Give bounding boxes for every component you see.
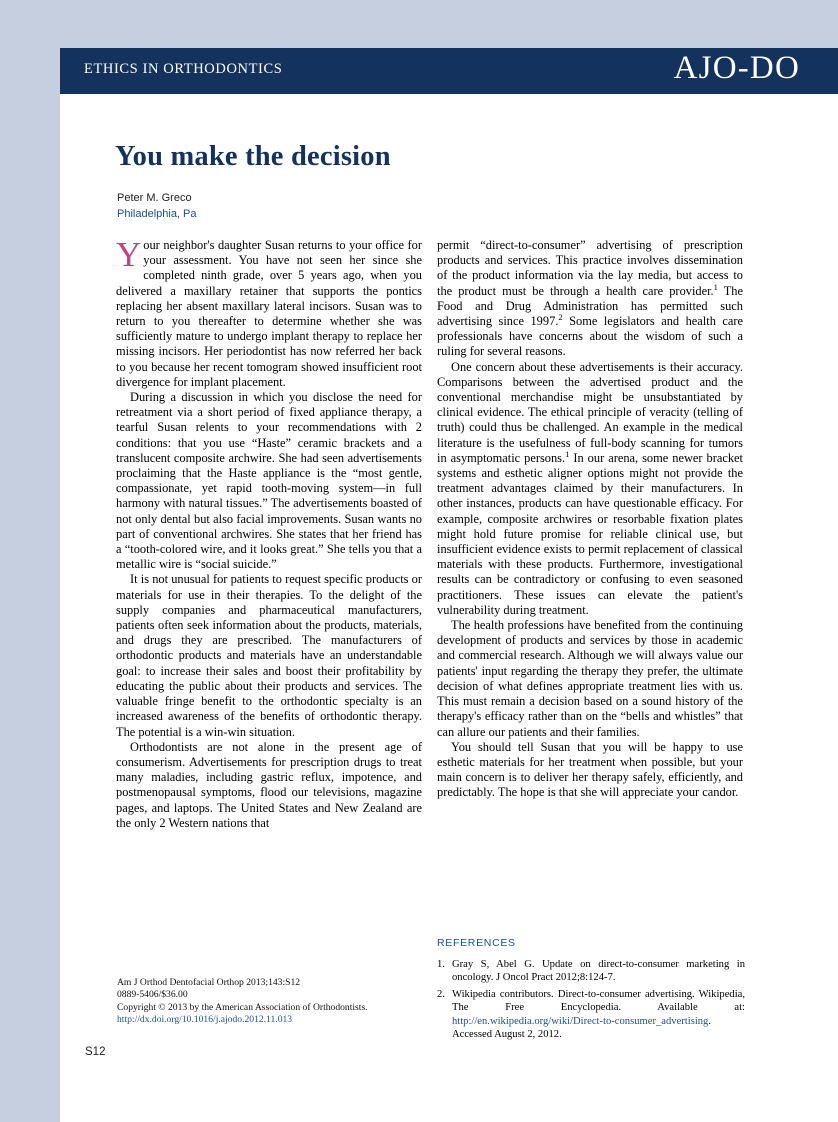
author-block [117,190,197,222]
paragraph [116,740,422,831]
drop-cap: Y [116,235,142,274]
paragraph-text: It is not unusual for patients to request specific products or materials for use in their therapies. To the delight of the supply companies and pharmaceutical manufacturers, patients often seek information about the products, materials, and drugs they are prescribed. The manufacturers of orthodontic products and materials have an understandable goal: to increase their sales and boost their profitability by educating the public about their products and services. The valuable fringe benefit to the orthodontic specialty is an increased awareness of the benefits of orthodontic therapy. The potential is a win-win situation. [116,572,422,739]
footer-block [117,977,417,1027]
author-affiliation: Philadelphia, Pa [117,208,197,220]
paragraph-text: our neighbor's daughter Susan returns to your office for your assessment. You have not seen her since she completed ninth grade, over 5 years ago, when you delivered a maxillary retainer that supports the pontics replacing her absent maxillary lateral incisors. Susan was to return to you thereafter to determine whether she was sufficiently mature to undergo implant therapy to replace her missing incisors. Her periodontist has now referred her back to you because her recent tomogram showed insufficient root divergence for implant placement. [116,238,422,389]
paragraph-text: permit “direct-to-consumer” advertising of prescription products and services. This practice involves dissemination of the product information via the lay media, but access to the product must be through a health care provider.$^1$ The Food and Drug Administration has permitted such advertising since 1997.$^2$ Some legislators and health care professionals have concerns about the wisdom of such a ruling for several reasons. [437,238,743,359]
journal-logo: AJO-DO [673,50,800,86]
footer-doi-link[interactable]: http://dx.doi.org/10.1016/j.ajodo.2012.11.013 [117,1014,293,1026]
paragraph-text: One concern about these advertisements is their accuracy. Comparisons between the advertised product and the conventional merchandise might be unsubstantiated by clinical evidence. The ethical principle of veracity (telling of truth) could thus be challenged. An example in the medical literature is the usefulness of full-body scanning for tumors in asymptomatic persons.$^1$ In our arena, some newer bracket systems and esthetic aligner options might not provide the treatment advantages claimed by their manufacturers. In other instances, products can have questionable efficacy. For example, composite archwires or resorbable fixation plates might hold future promise for reliable clinical use, but insufficient evidence exists to permit replacement of classical materials with these products. Furthermore, investigational results can be contradictory or confusing to even seasoned practitioners. These issues can elevate the patient's vulnerability during treatment. [437,359,743,617]
footer-issn: 0889-5406/$36.00 [117,989,188,1001]
paragraph [116,390,422,572]
author-name: Peter M. Greco [117,192,192,204]
footer-citation: Am J Orthod Dentofacial Orthop 2013;143:S12 [117,977,301,988]
page-number: S12 [85,1046,106,1058]
paragraph [437,740,743,801]
reference-number: 2. [437,988,445,1000]
paragraph [116,572,422,739]
paragraph [437,618,743,740]
reference-number: 1. [437,959,445,970]
left-decorative-rail [0,0,60,1122]
list-item [437,958,745,985]
paragraph-text: Orthodontists are not alone in the present age of consumerism. Advertisements for prescription drugs to treat many maladies, including gastric reflux, impotence, and postmenopausal symptoms, flood our televisions, magazine pages, and laptops. The United States and New Zealand are the only 2 Western nations that [116,739,422,830]
list-item [437,988,745,1042]
paragraph-text: During a discussion in which you disclose the need for retreatment via a short period of fixed appliance therapy, a tearful Susan relents to your recommendations with 2 conditions: that you use “Haste” ceramic brackets and a translucent composite archwire. She had seen advertisements proclaiming that the Haste appliance is the “most gentle, compassionate, yet rapid tooth-moving system—in full harmony with natural tissues.” The advertisements boasted of not only dental but also facial improvements. Susan wants no part of conventional archwires. She states that her friend has a “tooth-colored wire, and it looks great.” She tells you that a metallic wire is “social suicide.” [116,390,422,572]
references-list [437,958,745,1044]
reference-text: Wikipedia contributors. Direct-to-consumer advertising. Wikipedia, The Free Encyclopedia. Available at: [452,988,745,1014]
body-column-right [437,238,743,801]
references-heading: REFERENCES [437,937,516,949]
body-column-left [116,235,422,831]
section-title: ETHICS IN ORTHODONTICS [84,61,283,77]
top-decorative-strip [0,0,838,48]
reference-text: Gray S, Abel G. Update on direct-to-consumer marketing in oncology. J Oncol Pract 2012;8:124-7. [452,959,745,984]
paragraph [116,235,422,390]
paragraph [437,360,743,618]
paragraph-text: You should tell Susan that you will be happy to use esthetic materials for her treatment when possible, but your main concern is to deliver her therapy safely, efficiently, and predictably. The hope is that she will appreciate your candor. [437,739,743,800]
footer-copyright: Copyright © 2013 by the American Association of Orthodontists. [117,1001,368,1013]
reference-link[interactable]: http://en.wikipedia.org/wiki/Direct-to-consumer_advertising [452,1015,709,1027]
reference-text-after: . Accessed August 2, 2012. [452,1015,712,1041]
paragraph [437,238,743,360]
journal-header-bar [60,48,838,94]
paragraph-text: The health professions have benefited from the continuing development of products and services by those in academic and commercial research. Although we will always value our patients' input regarding the therapy they prefer, the ultimate decision of what defines appropriate treatment lies with us. This must remain a decision based on a sound history of the therapy's efficacy rather than on the “bells and whistles” that can allure our patients and their families. [437,618,743,739]
page-title: You make the decision [115,141,391,173]
